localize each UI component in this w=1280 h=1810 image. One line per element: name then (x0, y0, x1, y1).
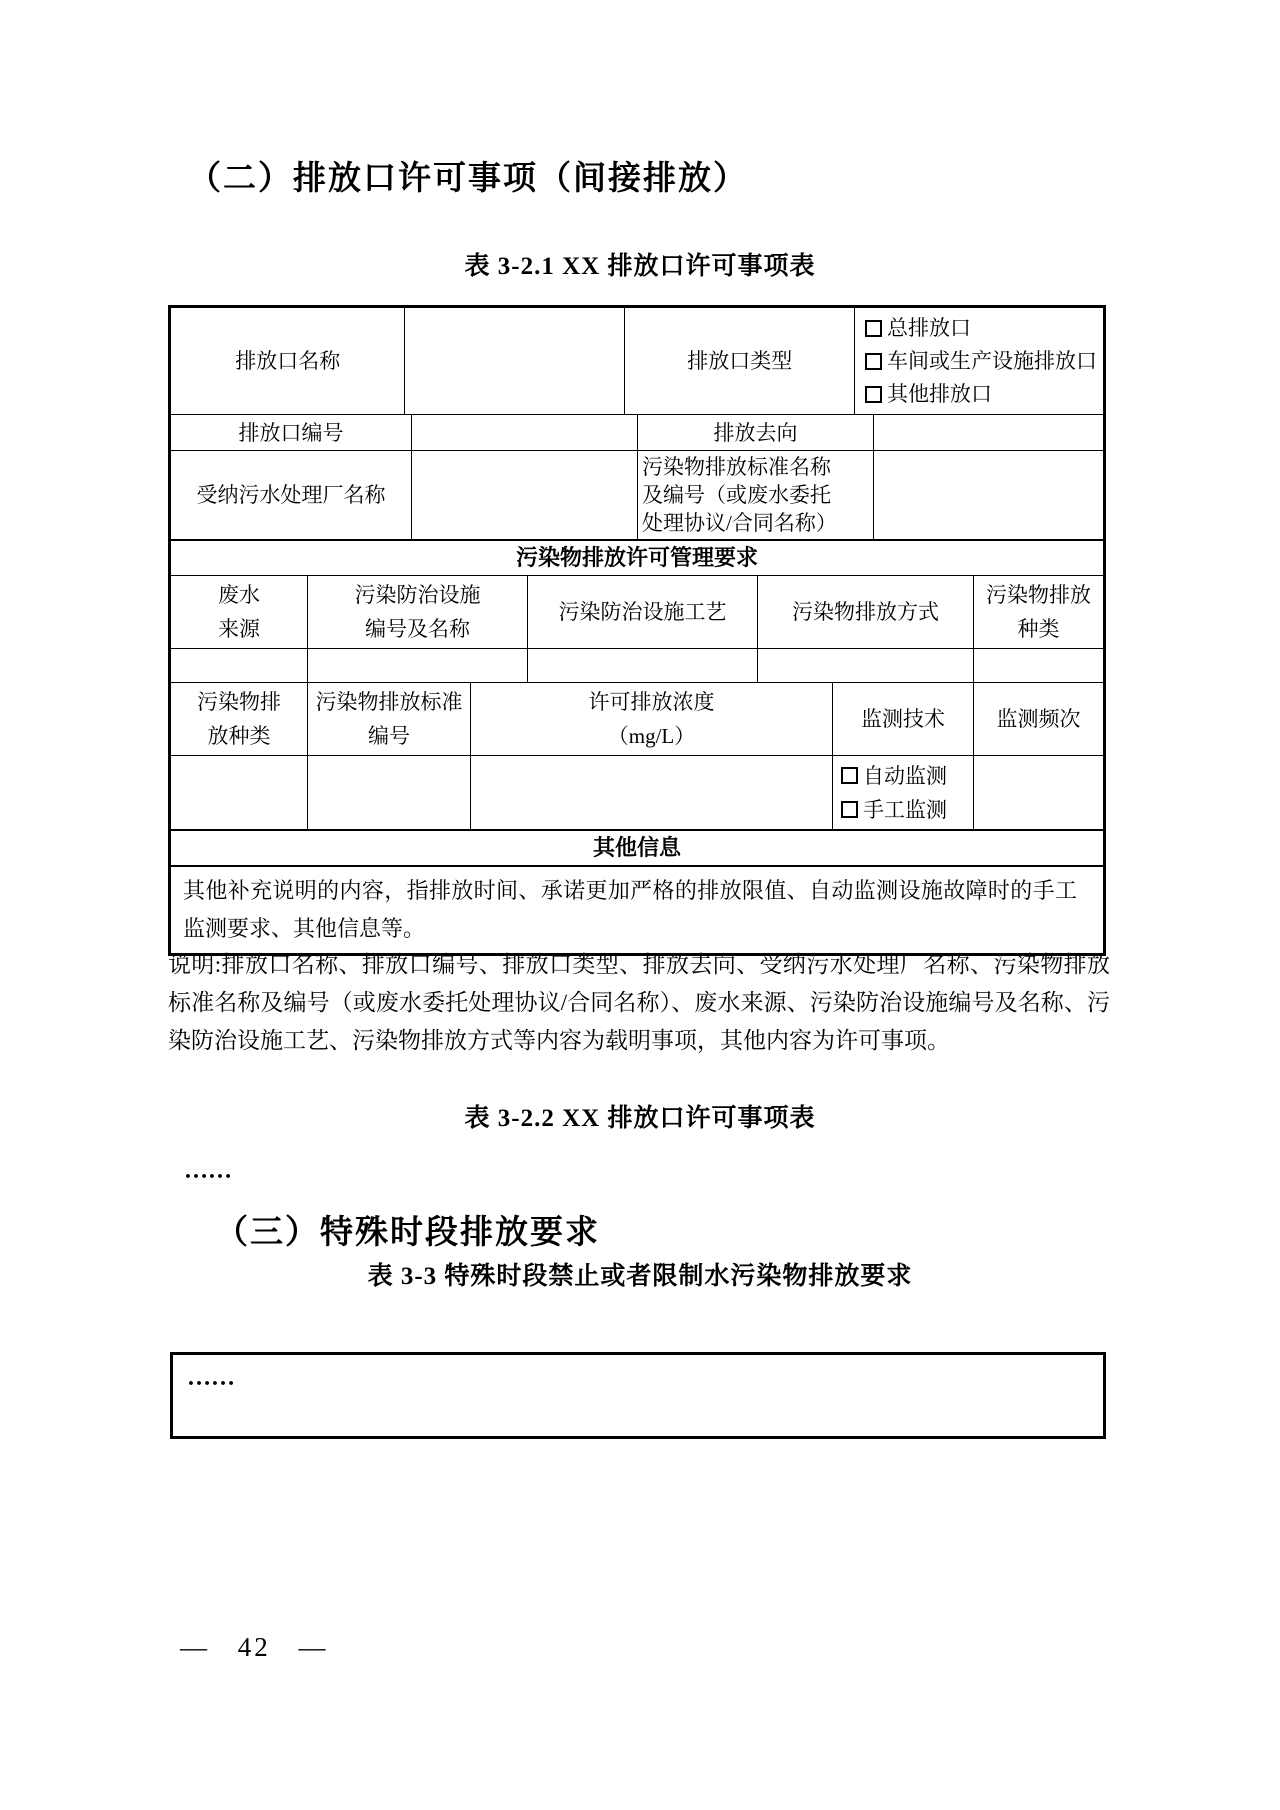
monitor-option-manual (841, 799, 947, 821)
monitor-option-automatic (841, 765, 947, 787)
empty-cell (757, 649, 973, 682)
empty-cell (527, 649, 757, 682)
outlet-type-option-total (865, 317, 971, 339)
table-3-2-2-title: 表 3-2.2 XX 排放口许可事项表 (464, 1105, 816, 1132)
table-row (171, 829, 1103, 865)
management-requirements-header: 污染物排放许可管理要求 (515, 545, 758, 570)
table-row (171, 865, 1103, 953)
monitoring-technique-options-cell (832, 756, 973, 829)
empty-cell (171, 649, 307, 682)
empty-cell (973, 756, 1103, 829)
header-label: 废水来源 (218, 583, 260, 641)
table-row (171, 575, 1103, 648)
table-row (171, 308, 1103, 414)
option-label: 手工监测 (863, 797, 947, 822)
monitoring-frequency-header: 监测频次 (973, 683, 1103, 755)
other-info-text: 其他补充说明的内容，指排放时间、承诺更加严格的排放限值、自动监测设施故障时的手工监测要求、其他信息等。 (183, 878, 1077, 941)
option-label: 其他排放口 (887, 382, 993, 406)
treatment-process-header: 污染防治设施工艺 (527, 576, 757, 648)
other-info-header: 其他信息 (592, 835, 681, 860)
outlet-name-value-cell (404, 308, 624, 414)
outlet-type-option-other (865, 383, 992, 405)
header-label: 污染物排放标准编号 (315, 690, 463, 748)
wwtp-name-value-cell (411, 451, 637, 539)
table-3-3-title: 表 3-3 特殊时段禁止或者限制水污染物排放要求 (367, 1263, 913, 1290)
discharge-mode-header: 污染物排放方式 (757, 576, 973, 648)
ellipsis-placeholder: …… (184, 1158, 232, 1184)
table-note: 说明:排放口名称、排放口编号、排放口类型、排放去向、受纳污水处理厂名称、污染物排放标准名称及编号（或废水委托处理协议/合同名称）、废水来源、污染防治设施编号及名称、污染防治设施工艺、污染物排放方式等内容为载明事项，其他内容为许可事项。 (168, 952, 1110, 1053)
outlet-type-options-cell (854, 308, 1103, 414)
section-heading-special-period: （三）特殊时段排放要求 (215, 1215, 600, 1251)
header-label: 污染物排放种类 (986, 583, 1091, 641)
empty-cell (307, 756, 470, 829)
outlet-number-label: 排放口编号 (238, 420, 344, 445)
empty-cell (973, 649, 1103, 682)
standard-name-cell (637, 451, 873, 539)
standard-name-label: 污染物排放标准名称及编号（或废水委托处理协议/合同名称） (642, 455, 837, 535)
outlet-name-label: 排放口名称 (235, 349, 341, 373)
wwtp-name-label: 受纳污水处理厂名称 (196, 483, 386, 507)
header-label: 污染防治设施编号及名称 (354, 583, 481, 641)
standard-number-header (307, 683, 470, 755)
page-number: — 42 — (180, 1632, 329, 1662)
header-label: 许可排放浓度 (588, 690, 715, 714)
empty-cell (470, 756, 832, 829)
outlet-number-value-cell (411, 415, 637, 450)
option-label: 总排放口 (887, 316, 972, 340)
empty-cell (171, 756, 307, 829)
standard-name-value-cell (873, 451, 1103, 539)
treatment-facility-id-header (307, 576, 527, 648)
discharge-destination-label: 排放去向 (637, 415, 873, 450)
checkbox-icon (841, 767, 858, 784)
header-unit-label: （mg/L） (607, 724, 696, 748)
option-label: 自动监测 (863, 763, 947, 788)
table-row (171, 755, 1103, 829)
wastewater-source-header (171, 576, 307, 648)
outlet-type-label: 排放口类型 (624, 308, 854, 414)
empty-cell (307, 649, 527, 682)
monitoring-technique-header: 监测技术 (832, 683, 973, 755)
header-label: 污染物排放种类 (197, 690, 281, 748)
table-row (171, 414, 1103, 450)
table-row (171, 539, 1103, 575)
discharge-destination-value-cell (873, 415, 1103, 450)
checkbox-icon (841, 801, 858, 818)
permit-items-table (168, 305, 1106, 956)
pollutant-category-header-2 (171, 683, 307, 755)
permitted-concentration-header (470, 683, 832, 755)
checkbox-icon (865, 353, 882, 370)
special-period-table (170, 1352, 1106, 1439)
table-row (171, 450, 1103, 539)
table-3-2-1-title: 表 3-2.1 XX 排放口许可事项表 (464, 253, 816, 280)
pollutant-category-header (973, 576, 1103, 648)
checkbox-icon (865, 320, 882, 337)
table-row (171, 648, 1103, 682)
table-row (171, 682, 1103, 755)
option-label: 车间或生产设施排放口 (887, 349, 1098, 373)
checkbox-icon (865, 386, 882, 403)
outlet-type-option-workshop (865, 350, 1097, 372)
section-heading-indirect-discharge: （二）排放口许可事项（间接排放） (188, 161, 748, 197)
ellipsis-placeholder: …… (187, 1365, 235, 1391)
